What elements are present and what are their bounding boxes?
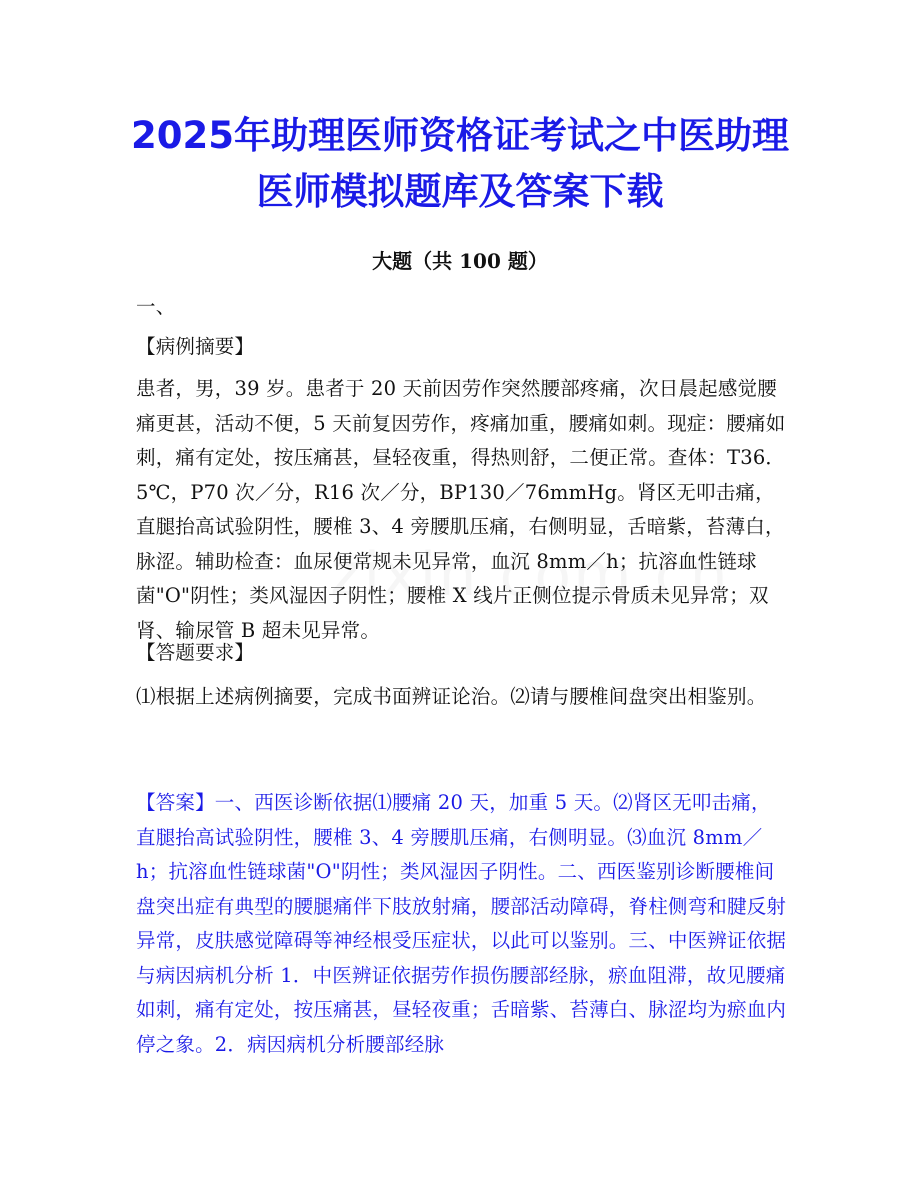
title-line-1: 2025年助理医师资格证考试之中医助理 <box>131 114 789 157</box>
title-line-2: 医师模拟题库及答案下载 <box>256 170 664 213</box>
watermark <box>330 540 730 610</box>
case-summary-label: 【病例摘要】 <box>136 335 255 358</box>
question-number: 一、 <box>136 295 176 318</box>
requirement-text: ⑴根据上述病例摘要，完成书面辨证论治。⑵请与腰椎间盘突出相鉴别。 <box>136 685 767 708</box>
requirement-label: 【答题要求】 <box>136 641 255 664</box>
answer-text: 【答案】一、西医诊断依据⑴腰痛 20 天，加重 5 天。⑵肾区无叩击痛，直腿抬高试验阴性，腰椎 3、4 旁腰肌压痛，右侧明显。⑶血沉 8mm／h；抗溶血性链球菌"O"阴性；类风湿因子阴性。二、西医鉴别诊断腰椎间盘突出症有典型的腰腿痛伴下肢放射痛，腰部活动障碍，脊柱侧弯和腱反射异常，皮肤感觉障碍等神经根受压症状，以此可以鉴别。三、中医辨证依据与病因病机分析 1．中医辨证依据劳作损伤腰部经脉，瘀血阻滞，故见腰痛如刺，痛有定处，按压痛甚，昼轻夜重；舌暗紫、苔薄白、脉涩均为瘀血内停之象。2．病因病机分析腰部经脉 <box>136 791 787 1056</box>
document-title <box>100 108 820 220</box>
section-heading: 大题（共 100 题） <box>372 249 548 273</box>
case-summary-text: 患者，男，39 岁。患者于 20 天前因劳作突然腰部疼痛，次日晨起感觉腰痛更甚，活动不便，5 天前复因劳作，疼痛加重，腰痛如刺。现症：腰痛如刺，痛有定处，按压痛甚，昼轻夜重，得热则舒，二便正常。查体：T36．5℃，P70 次／分，R16 次／分，BP130／76mmHg。肾区无叩击痛，直腿抬高试验阴性，腰椎 3、4 旁腰肌压痛，右侧明显，舌暗紫，苔薄白，脉涩。辅助检查：血尿便常规未见异常，血沉 8mm／h；抗溶血性链球菌"O"阴性；类风湿因子阴性；腰椎 X 线片正侧位提示骨质未见异常；双肾、输尿管 B 超未见异常。 <box>136 377 786 642</box>
